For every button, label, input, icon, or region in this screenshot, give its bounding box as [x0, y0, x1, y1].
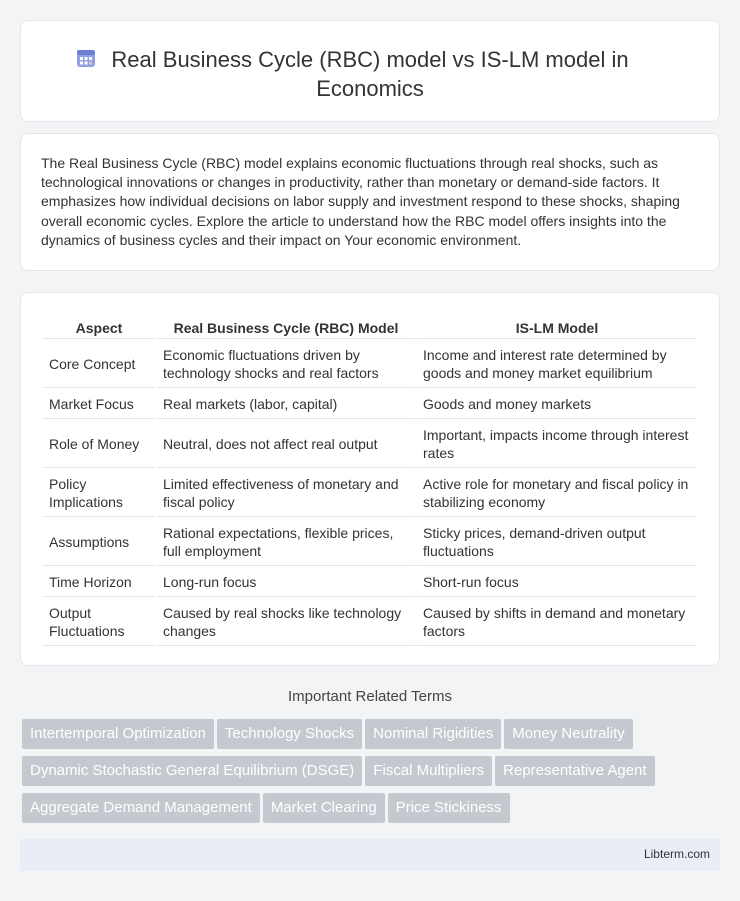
- table-row: [43, 519, 697, 566]
- related-term-tag[interactable]: Technology Shocks: [217, 719, 362, 749]
- aspect-cell: Output Fluctuations: [43, 599, 155, 646]
- header-rbc: Real Business Cycle (RBC) Model: [157, 317, 415, 339]
- aspect-cell: Market Focus: [43, 390, 155, 419]
- islm-cell: Sticky prices, demand-driven output fluctuations: [417, 519, 697, 566]
- related-term-tag[interactable]: Market Clearing: [263, 793, 385, 823]
- related-term-tag[interactable]: Representative Agent: [495, 756, 654, 786]
- aspect-cell: Time Horizon: [43, 568, 155, 597]
- rbc-cell: Rational expectations, flexible prices, full employment: [157, 519, 415, 566]
- table-row: [43, 599, 697, 646]
- table-row: [43, 470, 697, 517]
- islm-cell: Short-run focus: [417, 568, 697, 597]
- footer: [20, 839, 720, 871]
- header-aspect: Aspect: [43, 317, 155, 339]
- intro-paragraph: The Real Business Cycle (RBC) model explains economic fluctuations through real shocks, such as technological innovations or changes in productivity, rather than monetary or demand-side factors. It emphasizes how individual decisions on labor supply and investment respond to these shocks, shaping overall economic cycles. Explore the article to understand how the RBC model offers insights into the dynamics of business cycles and their impact on Your economic environment.: [41, 155, 680, 248]
- rbc-cell: Economic fluctuations driven by technology shocks and real factors: [157, 341, 415, 388]
- aspect-cell: Assumptions: [43, 519, 155, 566]
- islm-cell: Important, impacts income through interest rates: [417, 421, 697, 468]
- table-row: [43, 568, 697, 597]
- islm-cell: Income and interest rate determined by goods and money market equilibrium: [417, 341, 697, 388]
- rbc-cell: Long-run focus: [157, 568, 415, 597]
- aspect-cell: Role of Money: [43, 421, 155, 468]
- title-card: [20, 20, 720, 122]
- intro-card: [20, 133, 720, 271]
- related-term-tag[interactable]: Intertemporal Optimization: [22, 719, 214, 749]
- aspect-cell: Core Concept: [43, 341, 155, 388]
- rbc-cell: Limited effectiveness of monetary and fiscal policy: [157, 470, 415, 517]
- site-link[interactable]: Libterm.com: [643, 847, 710, 861]
- related-term-tag[interactable]: Aggregate Demand Management: [22, 793, 260, 823]
- rbc-cell: Caused by real shocks like technology changes: [157, 599, 415, 646]
- related-term-tag[interactable]: Money Neutrality: [504, 719, 633, 749]
- aspect-cell: Policy Implications: [43, 470, 155, 517]
- page-title: Real Business Cycle (RBC) model vs IS-LM model in Economics: [111, 47, 629, 101]
- related-term-tag[interactable]: Fiscal Multipliers: [365, 756, 492, 786]
- related-terms-heading: Important Related Terms: [288, 688, 452, 705]
- rbc-cell: Real markets (labor, capital): [157, 390, 415, 419]
- table-row: [43, 341, 697, 388]
- islm-cell: Caused by shifts in demand and monetary factors: [417, 599, 697, 646]
- comparison-table-card: [20, 292, 720, 666]
- related-term-tag[interactable]: Price Stickiness: [388, 793, 510, 823]
- rbc-cell: Neutral, does not affect real output: [157, 421, 415, 468]
- header-islm: IS-LM Model: [417, 317, 697, 339]
- comparison-table: [41, 315, 699, 648]
- related-terms-list: [22, 719, 712, 830]
- related-term-tag[interactable]: Dynamic Stochastic General Equilibrium (DSGE): [22, 756, 362, 786]
- table-row: [43, 390, 697, 419]
- table-row: [43, 421, 697, 468]
- table-header-row: [43, 317, 697, 339]
- related-term-tag[interactable]: Nominal Rigidities: [365, 719, 501, 749]
- islm-cell: Goods and money markets: [417, 390, 697, 419]
- islm-cell: Active role for monetary and fiscal policy in stabilizing economy: [417, 470, 697, 517]
